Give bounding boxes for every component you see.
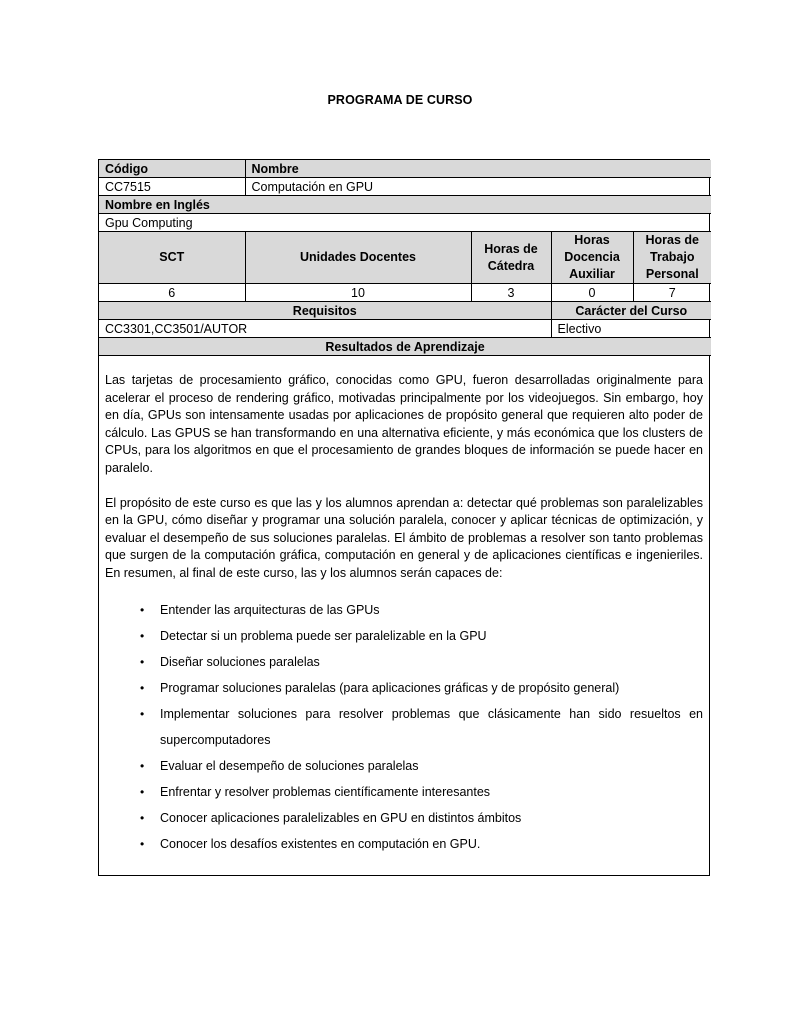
objectives-list xyxy=(105,597,703,857)
bullet-icon: • xyxy=(140,810,145,825)
page-title: PROGRAMA DE CURSO xyxy=(327,93,473,107)
list-item xyxy=(105,623,703,649)
objective-text: Enfrentar y resolver problemas científicamente interesantes xyxy=(160,784,491,799)
nombre-ingles-label: Nombre en Inglés xyxy=(99,196,711,214)
requisitos-label: Requisitos xyxy=(99,302,551,320)
header-row-hours xyxy=(99,232,711,284)
nombre-label: Nombre xyxy=(245,160,711,178)
bullet-icon: • xyxy=(140,602,145,617)
course-program-table xyxy=(98,159,710,876)
outcomes-paragraph-1: Las tarjetas de procesamiento gráfico, conocidas como GPU, fueron desarrolladas originalmente para acelerar el proceso de rendering gráfico, motivadas principalmente por los videojuegos. Sin embargo, hoy en día, GPUs son intensamente usadas por aplicaciones de propósito general que requieren alto poder de cálculo. Las GPUS se han transformando en una alternativa eficiente, y más económica que los clusters de CPUs, para los algoritmos en que el procesamiento de grandes bloques de información se puede hacer en paralelo. xyxy=(105,373,703,475)
objective-text: Conocer los desafíos existentes en computación en GPU. xyxy=(160,836,481,851)
bullet-icon: • xyxy=(140,784,145,799)
codigo-label: Código xyxy=(99,160,245,178)
caracter-label: Carácter del Curso xyxy=(551,302,711,320)
horas-catedra-label: Horas de Cátedra xyxy=(471,232,551,284)
objective-text: Programar soluciones paralelas (para aplicaciones gráficas y de propósito general) xyxy=(160,680,620,695)
list-item xyxy=(105,675,703,701)
caracter-value: Electivo xyxy=(551,320,711,338)
objective-text: Detectar si un problema puede ser paralelizable en la GPU xyxy=(160,628,487,643)
objective-text: Entender las arquitecturas de las GPUs xyxy=(160,602,380,617)
objective-text: Diseñar soluciones paralelas xyxy=(160,654,320,669)
list-item xyxy=(105,701,703,753)
header-row-outcomes xyxy=(99,338,711,356)
bullet-icon: • xyxy=(140,628,145,643)
row-code-name-values xyxy=(99,178,711,196)
list-item xyxy=(105,831,703,857)
nombre-value: Computación en GPU xyxy=(245,178,711,196)
bullet-icon: • xyxy=(140,758,145,773)
objective-text: Evaluar el desempeño de soluciones paralelas xyxy=(160,758,419,773)
bullet-icon: • xyxy=(140,836,145,851)
bullet-icon: • xyxy=(140,706,145,721)
nombre-ingles-value: Gpu Computing xyxy=(99,214,711,232)
horas-docencia-auxiliar-value: 0 xyxy=(551,284,633,302)
row-requirements-values xyxy=(99,320,711,338)
objective-text: Conocer aplicaciones paralelizables en GPU en distintos ámbitos xyxy=(160,810,522,825)
bullet-icon: • xyxy=(140,680,145,695)
list-item xyxy=(105,649,703,675)
row-hours-values xyxy=(99,284,711,302)
list-item xyxy=(105,779,703,805)
course-info-table xyxy=(99,160,711,356)
horas-catedra-value: 3 xyxy=(471,284,551,302)
horas-trabajo-personal-value: 7 xyxy=(633,284,711,302)
resultados-label: Resultados de Aprendizaje xyxy=(99,338,711,356)
header-row-english-name xyxy=(99,196,711,214)
horas-docencia-auxiliar-label: Horas Docencia Auxiliar xyxy=(551,232,633,284)
outcomes-paragraph-2: El propósito de este curso es que las y los alumnos aprendan a: detectar qué problemas son paralelizables en la GPU, cómo diseñar y programar una solución paralela, conocer y aplicar técnicas de optimización, y evaluar el desempeño de sus soluciones paralelas. El ámbito de problemas a resolver son tanto problemas que surgen de la computación gráfica, computación en general y de aplicaciones científicas e ingenieriles. En resumen, al final de este curso, las y los alumnos serán capaces de: xyxy=(105,495,703,580)
learning-outcomes xyxy=(99,356,709,875)
bullet-icon: • xyxy=(140,654,145,669)
unidades-docentes-label: Unidades Docentes xyxy=(245,232,471,284)
list-item xyxy=(105,805,703,831)
list-item xyxy=(105,597,703,623)
sct-value: 6 xyxy=(99,284,245,302)
list-item xyxy=(105,753,703,779)
row-english-name-value xyxy=(99,214,711,232)
header-row-code-name xyxy=(99,160,711,178)
requisitos-value: CC3301,CC3501/AUTOR xyxy=(99,320,551,338)
codigo-value: CC7515 xyxy=(99,178,245,196)
objective-text: Implementar soluciones para resolver problemas que clásicamente han sido resueltos en supercomputadores xyxy=(160,706,703,747)
horas-trabajo-personal-label: Horas de Trabajo Personal xyxy=(633,232,711,284)
unidades-docentes-value: 10 xyxy=(245,284,471,302)
header-row-requirements xyxy=(99,302,711,320)
sct-label: SCT xyxy=(99,232,245,284)
